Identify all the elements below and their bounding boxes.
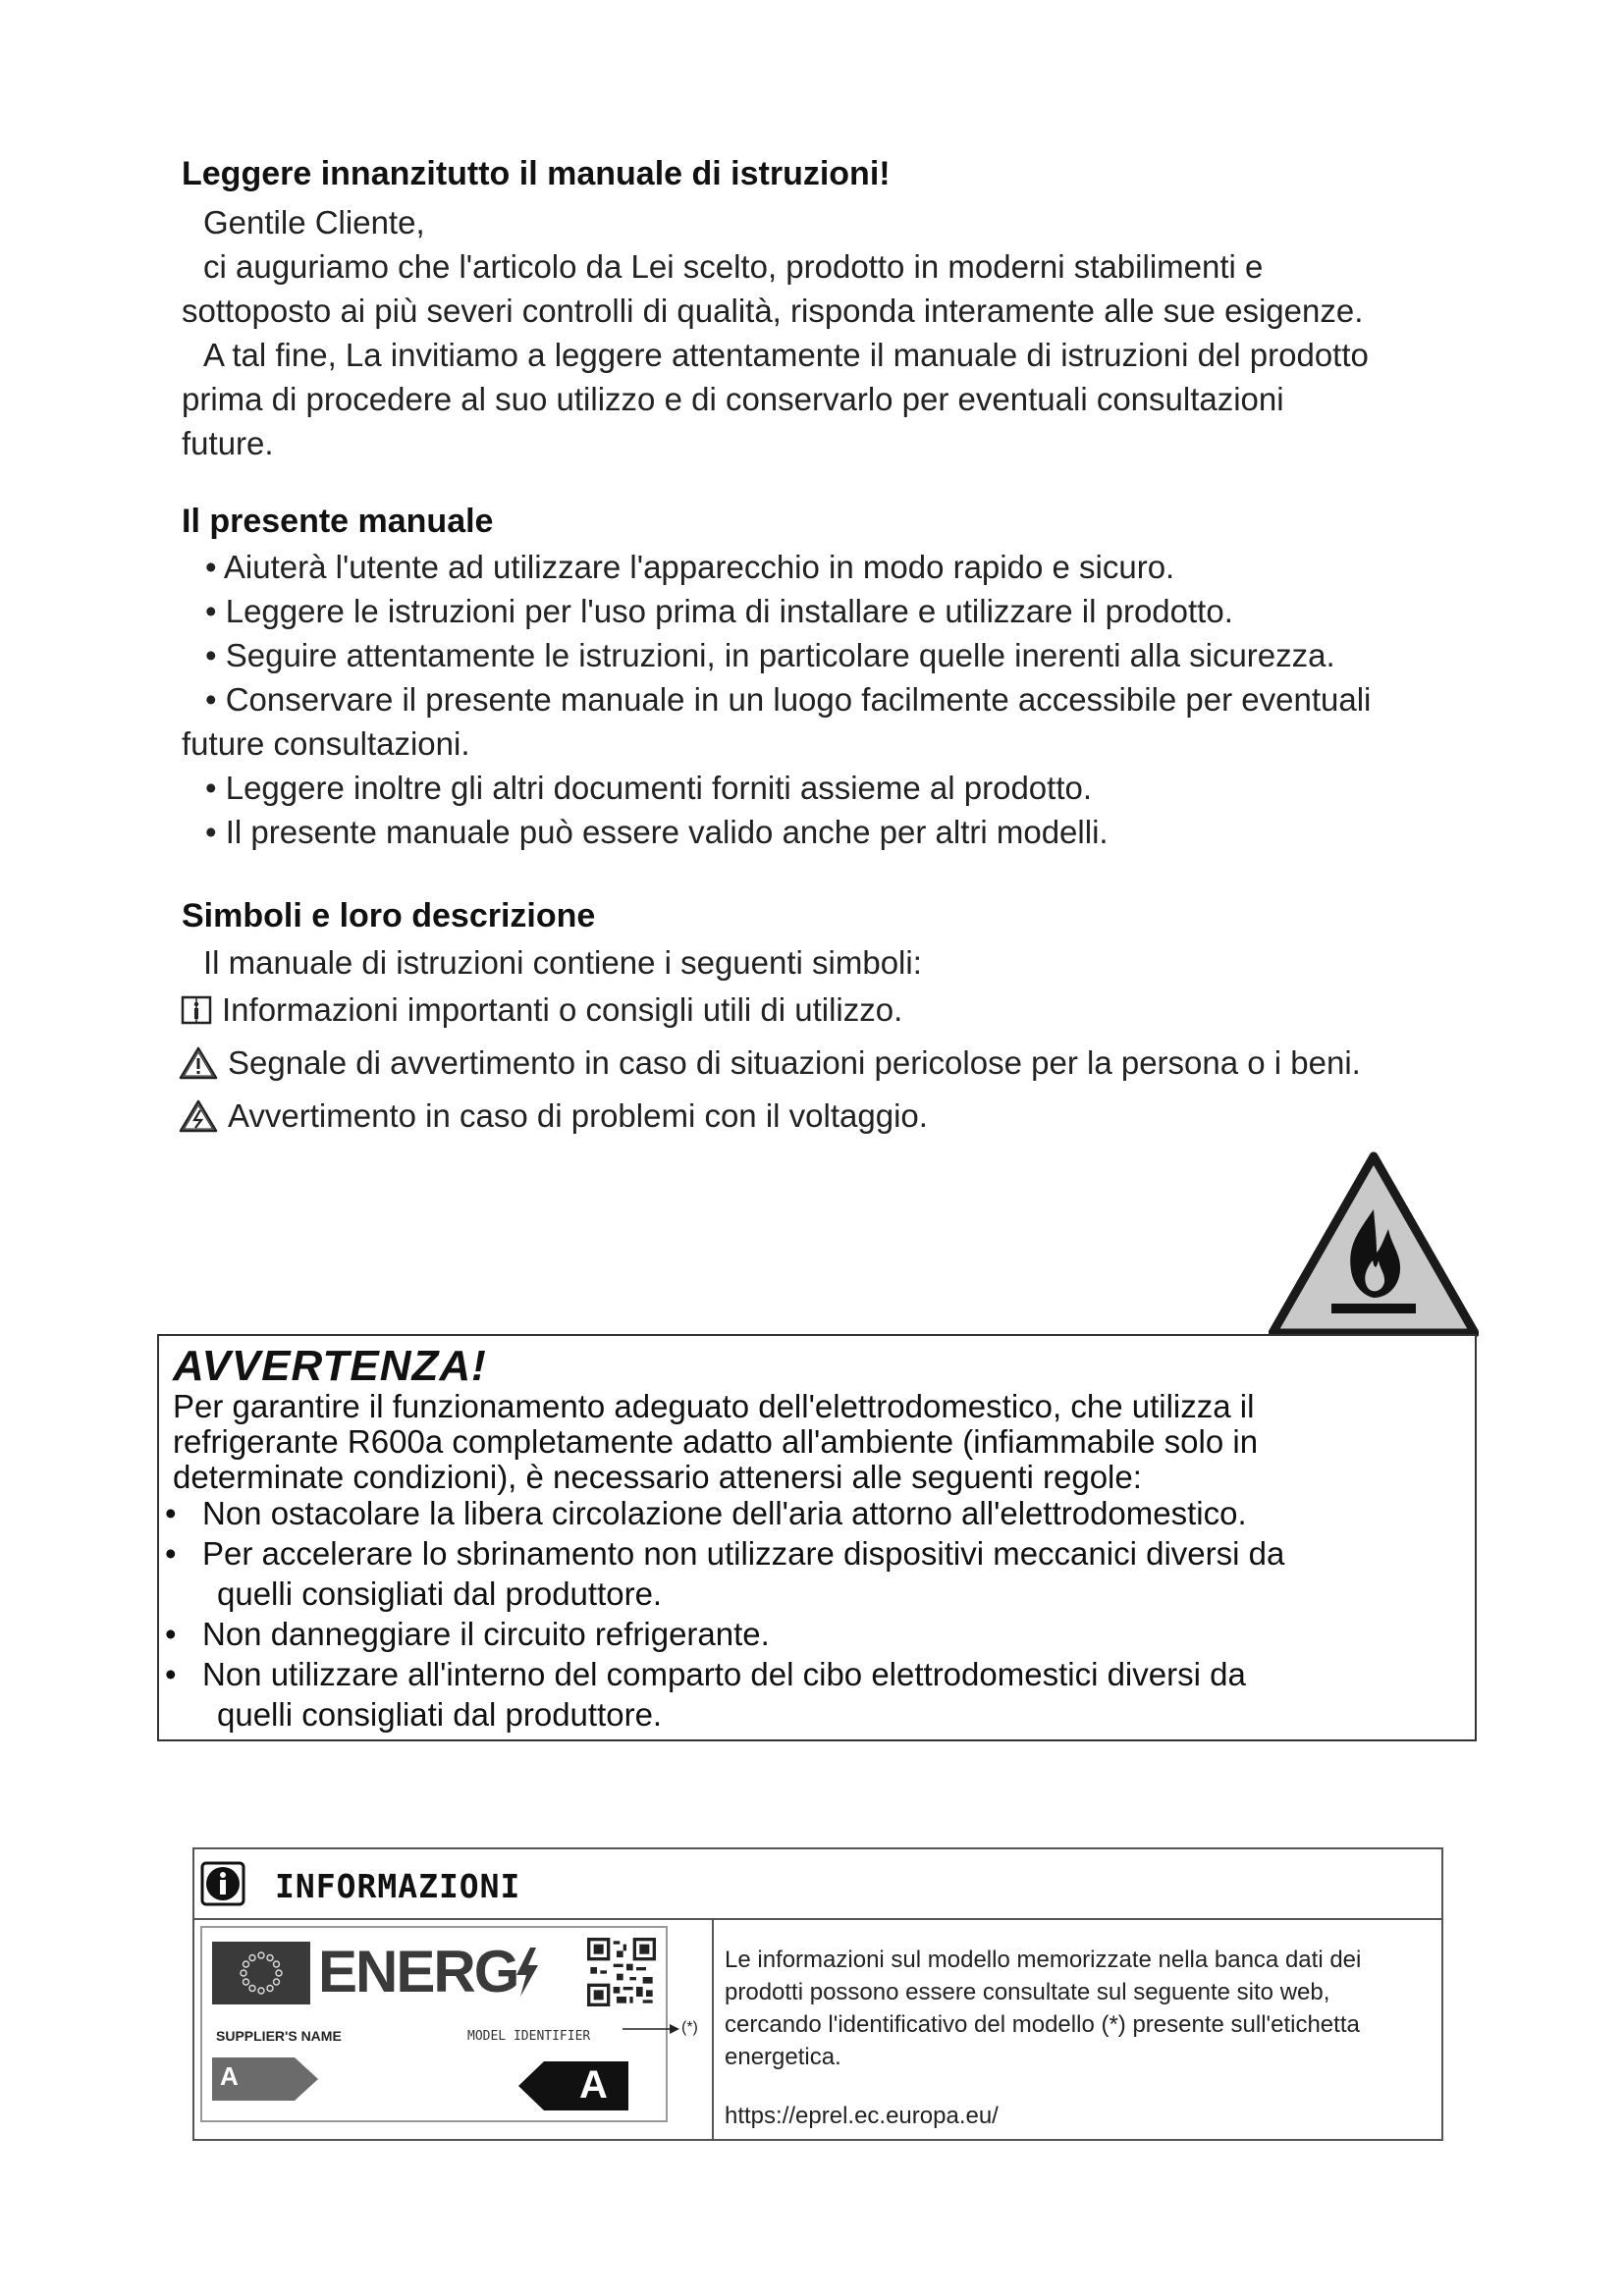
warning-bullet-text: quelli consigliati dal produttore. bbox=[217, 1575, 663, 1612]
intro-line: sottoposto ai più severi controlli di qualità, risponda interamente alle sue esigenze. bbox=[182, 293, 1364, 329]
info-title: INFORMAZIONI bbox=[275, 1867, 521, 1905]
manual-item: • Leggere le istruzioni per l'uso prima di installare e utilizzare il prodotto. bbox=[205, 593, 1233, 629]
symbol-row-warning bbox=[179, 1041, 1361, 1085]
symbols-intro: Il manuale di istruzioni contiene i seguenti simboli: bbox=[203, 944, 922, 981]
warning-bullet bbox=[165, 1614, 770, 1654]
manual-item: • Seguire attentamente le istruzioni, in particolare quelle inerenti alla sicurezza. bbox=[205, 637, 1335, 673]
model-pointer-arrow bbox=[623, 2022, 679, 2036]
warning-bullet-text: Non utilizzare all'interno del comparto del cibo elettrodomestici diversi da bbox=[202, 1656, 1246, 1692]
energy-class-right: A bbox=[579, 2063, 608, 2107]
symbol-text: Avvertimento in caso di problemi con il voltaggio. bbox=[228, 1097, 928, 1134]
flammable-warning-icon bbox=[1269, 1150, 1479, 1339]
symbol-text: Informazioni importanti o consigli utili di utilizzo. bbox=[222, 991, 903, 1028]
manual-item: • Il presente manuale può essere valido anche per altri modelli. bbox=[205, 814, 1109, 850]
warning-bullet bbox=[165, 1493, 1247, 1533]
warning-bullet bbox=[165, 1533, 1284, 1574]
manual-title: Il presente manuale bbox=[182, 503, 494, 540]
symbol-row-voltage bbox=[179, 1095, 928, 1138]
info-book-icon bbox=[181, 994, 212, 1026]
info-description-line: prodotti possono essere consultate sul seguente sito web, bbox=[725, 1979, 1330, 2005]
info-box bbox=[192, 1847, 1443, 2141]
manual-item: • Aiuterà l'utente ad utilizzare l'apparecchio in modo rapido e sicuro. bbox=[205, 549, 1175, 585]
warning-box bbox=[157, 1334, 1477, 1741]
info-header bbox=[194, 1849, 1441, 1920]
energy-label bbox=[200, 1926, 668, 2122]
lightning-icon bbox=[514, 1948, 540, 1997]
warning-bullet bbox=[165, 1654, 1246, 1694]
energy-class-arrow-right bbox=[518, 2061, 628, 2110]
bullet-dot: • bbox=[165, 1616, 177, 1652]
info-icon bbox=[200, 1861, 245, 1906]
energy-text: ENERG bbox=[318, 1939, 518, 2004]
info-description bbox=[725, 1944, 1432, 2073]
warning-bullet-text: Non danneggiare il circuito refrigerante. bbox=[202, 1616, 770, 1652]
warning-intro-line: refrigerante R600a completamente adatto all'ambiente (infiammabile solo in bbox=[173, 1423, 1259, 1460]
warning-bullet-continuation bbox=[217, 1694, 662, 1735]
info-description-line: energetica. bbox=[725, 2044, 841, 2070]
model-marker: (*) bbox=[681, 2019, 698, 2036]
model-identifier-label: MODEL IDENTIFIER bbox=[467, 2029, 591, 2044]
eprel-link[interactable]: https://eprel.ec.europa.eu/ bbox=[725, 2103, 999, 2129]
bullet-dot: • bbox=[165, 1656, 177, 1692]
energy-class-left: A bbox=[220, 2061, 239, 2091]
symbols-title: Simboli e loro descrizione bbox=[182, 897, 596, 934]
energy-label-panel bbox=[194, 1918, 714, 2141]
intro-line: future. bbox=[182, 425, 274, 461]
intro-line: Gentile Cliente, bbox=[203, 204, 425, 240]
voltage-warning-icon bbox=[179, 1098, 218, 1134]
warning-title: AVVERTENZA! bbox=[173, 1342, 487, 1390]
warning-bullet-text: Per accelerare lo sbrinamento non utilizzare dispositivi meccanici diversi da bbox=[202, 1535, 1285, 1572]
bullet-dot: • bbox=[165, 1535, 177, 1572]
eu-flag-icon bbox=[212, 1942, 310, 2004]
manual-item: • Leggere inoltre gli altri documenti forniti assieme al prodotto. bbox=[205, 770, 1093, 806]
intro-paragraph bbox=[182, 200, 1369, 465]
manual-item: • Conservare il presente manuale in un luogo facilmente accessibile per eventuali bbox=[205, 681, 1372, 718]
info-description-line: Le informazioni sul modello memorizzate nella banca dati dei bbox=[725, 1947, 1362, 1973]
qr-code-icon bbox=[587, 1938, 656, 2006]
bullet-dot: • bbox=[165, 1495, 177, 1531]
manual-item: future consultazioni. bbox=[182, 725, 470, 762]
manual-list bbox=[182, 545, 1371, 854]
intro-line: ci auguriamo che l'articolo da Lei scelto, prodotto in moderni stabilimenti e bbox=[203, 248, 1264, 285]
warning-triangle-icon bbox=[179, 1045, 218, 1081]
symbol-text: Segnale di avvertimento in caso di situazioni pericolose per la persona o i beni. bbox=[228, 1044, 1361, 1081]
warning-bullet-text: quelli consigliati dal produttore. bbox=[217, 1696, 663, 1733]
warning-intro-line: Per garantire il funzionamento adeguato dell'elettrodomestico, che utilizza il bbox=[173, 1388, 1255, 1424]
warning-bullet-continuation bbox=[217, 1574, 662, 1614]
warning-intro bbox=[173, 1389, 1258, 1495]
symbol-row-info bbox=[181, 988, 902, 1032]
intro-line: prima di procedere al suo utilizzo e di conservarlo per eventuali consultazioni bbox=[182, 381, 1284, 417]
supplier-name-label: SUPPLIER'S NAME bbox=[216, 2028, 342, 2044]
intro-title: Leggere innanzitutto il manuale di istruzioni! bbox=[182, 155, 891, 192]
info-description-line: cercando l'identificativo del modello (*) presente sull'etichetta bbox=[725, 2011, 1360, 2038]
warning-intro-line: determinate condizioni), è necessario attenersi alle seguenti regole: bbox=[173, 1459, 1142, 1495]
intro-line: A tal fine, La invitiamo a leggere attentamente il manuale di istruzioni del prodotto bbox=[203, 337, 1369, 373]
warning-bullet-text: Non ostacolare la libera circolazione dell'aria attorno all'elettrodomestico. bbox=[202, 1495, 1247, 1531]
